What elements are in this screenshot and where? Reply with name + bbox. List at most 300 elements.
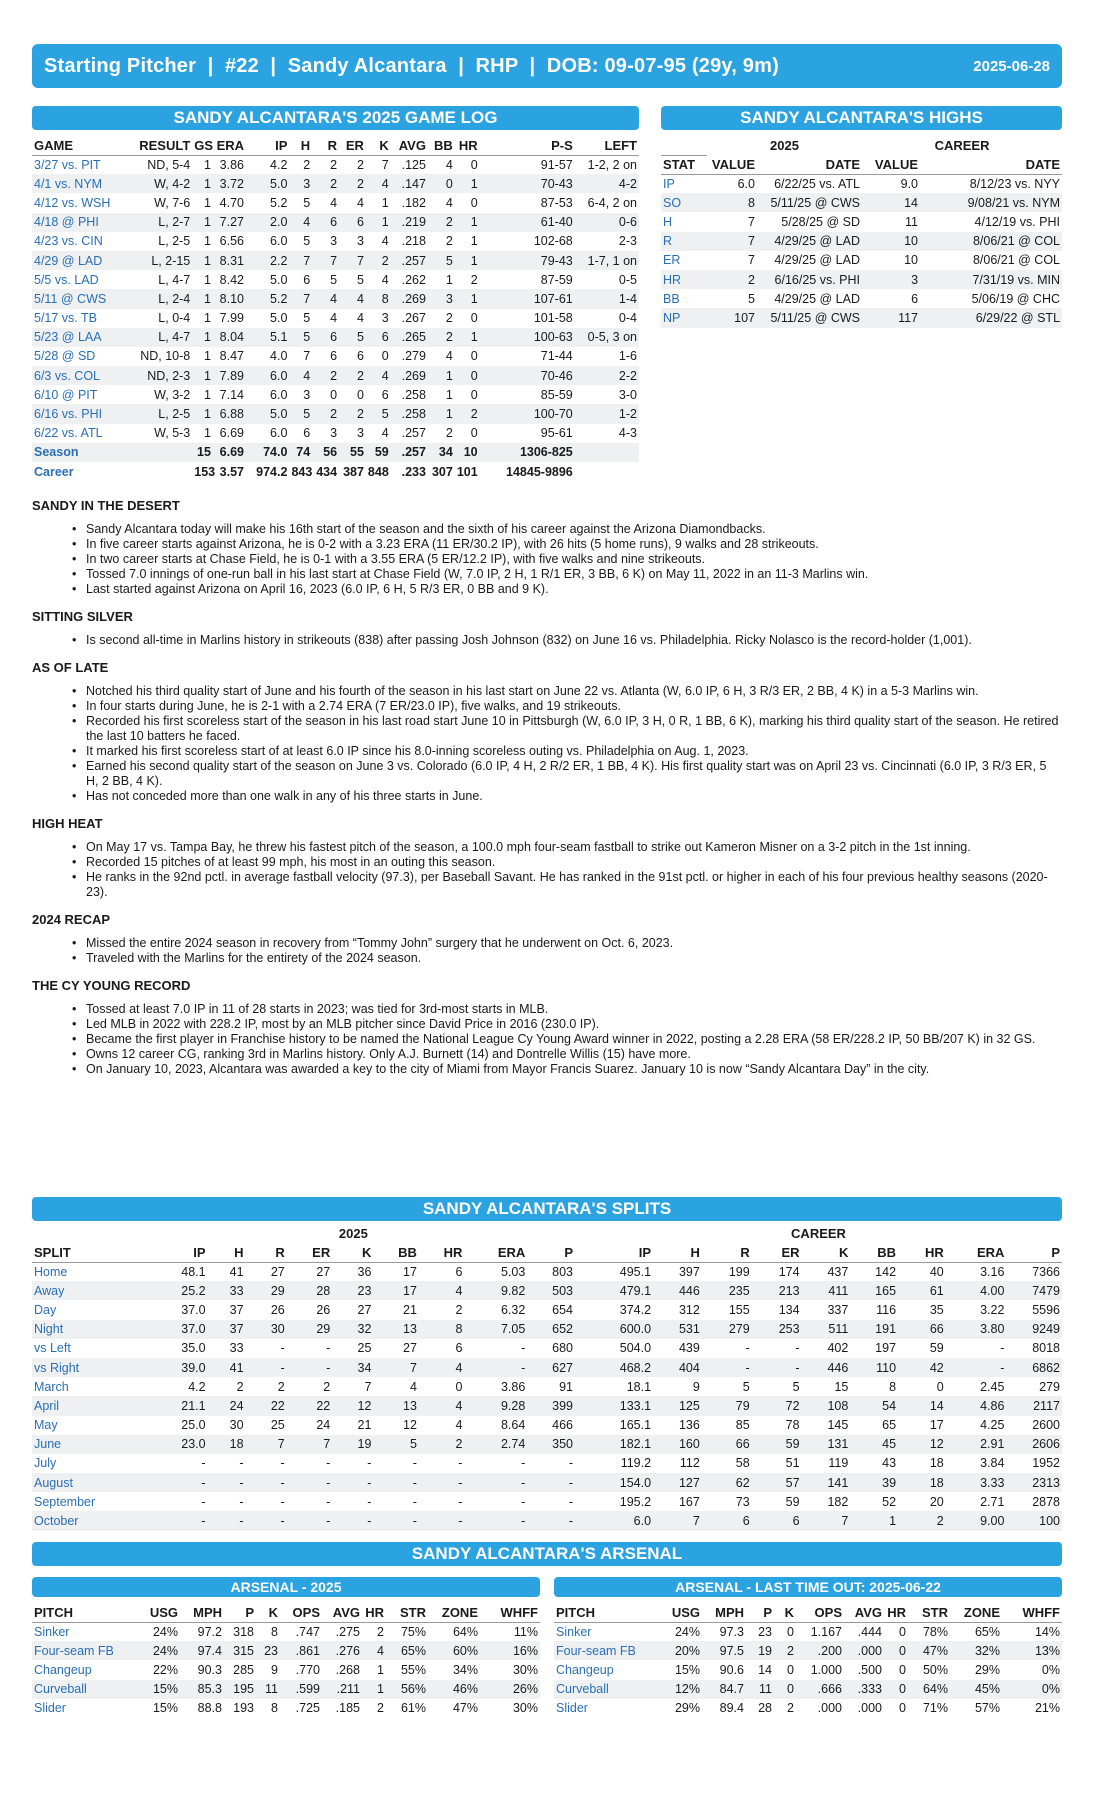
game-log-cell: 6.56 bbox=[213, 232, 246, 251]
arsenal-2025-row bbox=[32, 1622, 540, 1641]
arsenal-2025-column-header: HR bbox=[362, 1603, 386, 1622]
splits-cell: 131 bbox=[802, 1435, 851, 1454]
highs-column-header: STAT bbox=[661, 155, 707, 174]
highs-row bbox=[661, 289, 1062, 308]
game-log-cell: 6-4, 2 on bbox=[575, 193, 639, 212]
arsenal-last-cell: 0 bbox=[884, 1641, 908, 1660]
arsenal-2025-cell: Sinker bbox=[32, 1622, 144, 1641]
highs-cell: 4/12/19 vs. PHI bbox=[920, 212, 1062, 231]
splits-cell: - bbox=[419, 1473, 465, 1492]
arsenal-last-cell: 97.5 bbox=[702, 1641, 746, 1660]
arsenal-last-cell: .000 bbox=[844, 1641, 884, 1660]
game-log-cell: 61-40 bbox=[480, 213, 575, 232]
splits-cell: 18 bbox=[898, 1473, 946, 1492]
game-log-column-header: RESULT bbox=[119, 136, 192, 155]
highs-cell: 6/16/25 vs. PHI bbox=[757, 270, 862, 289]
game-log-row bbox=[32, 366, 639, 385]
splits-cell: 195.2 bbox=[575, 1492, 653, 1511]
game-log-cell: 8.42 bbox=[213, 270, 246, 289]
game-log-cell: 100-70 bbox=[480, 404, 575, 423]
highs-cell: 8/12/23 vs. NYY bbox=[920, 174, 1062, 193]
notes-item: • Owns 12 career CG, ranking 3rd in Marlins history. Only A.J. Burnett (14) and Dontrelle Willis (15) have more. bbox=[86, 1047, 1062, 1062]
splits-cell: 5 bbox=[752, 1377, 802, 1396]
splits-cell: 627 bbox=[527, 1358, 575, 1377]
arsenal-2025-row bbox=[32, 1641, 540, 1660]
arsenal-2025-cell: .185 bbox=[322, 1699, 362, 1718]
splits-cell: 402 bbox=[802, 1339, 851, 1358]
game-log-cell: 3.72 bbox=[213, 174, 246, 193]
splits-cell: 504.0 bbox=[575, 1339, 653, 1358]
game-log-cell: 1 bbox=[192, 347, 213, 366]
arsenal-2025-cell: 47% bbox=[428, 1699, 480, 1718]
arsenal-last-column-header: WHFF bbox=[1002, 1603, 1062, 1622]
arsenal-2025-table bbox=[32, 1603, 540, 1718]
game-log-cell: .218 bbox=[391, 232, 428, 251]
game-log-cell: 0 bbox=[455, 309, 480, 328]
game-log-cell: 100-63 bbox=[480, 328, 575, 347]
game-log-row bbox=[32, 404, 639, 423]
arsenal-last-cell: 1.167 bbox=[796, 1622, 844, 1641]
arsenal-2025-cell: 46% bbox=[428, 1680, 480, 1699]
game-log-cell: 4/1 vs. NYM bbox=[32, 174, 119, 193]
splits-cell: - bbox=[464, 1339, 527, 1358]
splits-cell: 78 bbox=[752, 1416, 802, 1435]
highs-cell: 5/06/19 @ CHC bbox=[920, 289, 1062, 308]
splits-cell: 30 bbox=[246, 1320, 287, 1339]
splits-cell: 6 bbox=[419, 1339, 465, 1358]
arsenal-2025-cell: 60% bbox=[428, 1641, 480, 1660]
splits-cell: - bbox=[246, 1358, 287, 1377]
highs-cell: 7 bbox=[707, 232, 757, 251]
game-log-cell: 5 bbox=[339, 270, 366, 289]
arsenal-last-cell: 12% bbox=[666, 1680, 702, 1699]
game-log-cell: 4-2 bbox=[575, 174, 639, 193]
notes-item: • Became the first player in Franchise history to be named the National League Cy Young Award winner in 2022, posting a 2.28 ERA (58 ER/228.2 IP, 50 BB/207 K) in 32 GS. bbox=[86, 1032, 1062, 1047]
splits-cell: 127 bbox=[653, 1473, 702, 1492]
splits-cell: 312 bbox=[653, 1300, 702, 1319]
arsenal-2025-column-header: OPS bbox=[280, 1603, 322, 1622]
arsenal-2025-row bbox=[32, 1699, 540, 1718]
splits-cell: 5596 bbox=[1006, 1300, 1062, 1319]
game-log-cell: 6 bbox=[339, 213, 366, 232]
game-log-row bbox=[32, 155, 639, 174]
splits-column-header: BB bbox=[850, 1243, 898, 1262]
splits-cell: 479.1 bbox=[575, 1281, 653, 1300]
game-log-cell: .258 bbox=[391, 404, 428, 423]
splits-cell: August bbox=[32, 1473, 132, 1492]
highs-cell: 9.0 bbox=[862, 174, 920, 193]
splits-cell: - bbox=[752, 1358, 802, 1377]
game-log-column-header: GAME bbox=[32, 136, 119, 155]
splits-column-header: H bbox=[208, 1243, 246, 1262]
splits-cell: - bbox=[464, 1454, 527, 1473]
splits-cell: 32 bbox=[332, 1320, 373, 1339]
splits-cell: 25 bbox=[332, 1339, 373, 1358]
splits-row bbox=[32, 1435, 1062, 1454]
splits-cell: 4 bbox=[419, 1416, 465, 1435]
arsenal-last-cell: 57% bbox=[950, 1699, 1002, 1718]
highs-cell: ER bbox=[661, 251, 707, 270]
game-log-cell: .257 bbox=[391, 251, 428, 270]
arsenal-2025-cell: .268 bbox=[322, 1660, 362, 1679]
arsenal-last-cell: Curveball bbox=[554, 1680, 666, 1699]
splits-cell: 7 bbox=[332, 1377, 373, 1396]
splits-cell: 511 bbox=[802, 1320, 851, 1339]
splits-cell: 33 bbox=[208, 1339, 246, 1358]
game-log-column-header: LEFT bbox=[575, 136, 639, 155]
arsenal-last-column-header: STR bbox=[908, 1603, 950, 1622]
highs-column-header: VALUE bbox=[707, 155, 757, 174]
arsenal-last-column-header: HR bbox=[884, 1603, 908, 1622]
splits-cell: 7 bbox=[287, 1435, 333, 1454]
game-log-cell: 1 bbox=[366, 193, 391, 212]
splits-cell: 7 bbox=[246, 1435, 287, 1454]
highs-cell: 2 bbox=[707, 270, 757, 289]
game-log-cell: 2 bbox=[428, 232, 455, 251]
game-log-cell: 1 bbox=[192, 270, 213, 289]
notes-item: • In two career starts at Chase Field, he is 0-1 with a 3.55 ERA (5 ER/12.2 IP), with five walks and nine strikeouts. bbox=[86, 552, 1062, 567]
arsenal-2025-column-header: ZONE bbox=[428, 1603, 480, 1622]
arsenal-2025-cell: 30% bbox=[480, 1699, 540, 1718]
splits-cell: - bbox=[702, 1358, 752, 1377]
splits-cell: - bbox=[464, 1473, 527, 1492]
game-log-cell: 3 bbox=[366, 309, 391, 328]
highs-cell: 10 bbox=[862, 251, 920, 270]
arsenal-last-cell: 14 bbox=[746, 1660, 774, 1679]
arsenal-2025-cell: 65% bbox=[386, 1641, 428, 1660]
game-log-cell: 0 bbox=[455, 424, 480, 443]
game-log-cell: 6.88 bbox=[213, 404, 246, 423]
arsenal-2025-cell: Slider bbox=[32, 1699, 144, 1718]
splits-row bbox=[32, 1300, 1062, 1319]
game-log-total-cell: Season bbox=[32, 443, 119, 462]
splits-cell: 6 bbox=[702, 1511, 752, 1530]
game-log-cell: 6 bbox=[366, 328, 391, 347]
splits-cell: - bbox=[419, 1492, 465, 1511]
splits-cell: 65 bbox=[850, 1416, 898, 1435]
splits-cell: 21 bbox=[373, 1300, 419, 1319]
arsenal-last-cell: .500 bbox=[844, 1660, 884, 1679]
game-log-cell: 87-59 bbox=[480, 270, 575, 289]
game-log-cell: 102-68 bbox=[480, 232, 575, 251]
game-log-cell: 1 bbox=[366, 213, 391, 232]
game-log-cell: 2 bbox=[339, 366, 366, 385]
game-log-cell: 6 bbox=[312, 347, 339, 366]
arsenal-2025-column-header: P bbox=[224, 1603, 256, 1622]
arsenal-2025-column-header: K bbox=[256, 1603, 280, 1622]
game-log-total-cell bbox=[575, 443, 639, 462]
splits-cell: 2878 bbox=[1006, 1492, 1062, 1511]
game-log-cell: .125 bbox=[391, 155, 428, 174]
game-log-cell: 1 bbox=[455, 251, 480, 270]
splits-cell: 39 bbox=[850, 1473, 898, 1492]
game-log-cell: 5.0 bbox=[246, 404, 289, 423]
splits-cell: 7479 bbox=[1006, 1281, 1062, 1300]
splits-cell: - bbox=[287, 1358, 333, 1377]
arsenal-last-cell: 90.6 bbox=[702, 1660, 746, 1679]
arsenal-last-column-header: USG bbox=[666, 1603, 702, 1622]
game-log-cell: .257 bbox=[391, 424, 428, 443]
game-log-cell: 8.47 bbox=[213, 347, 246, 366]
game-log-cell: ND, 2-3 bbox=[119, 366, 192, 385]
game-log-cell: 2 bbox=[339, 174, 366, 193]
splits-cell: 8.64 bbox=[464, 1416, 527, 1435]
splits-cell: March bbox=[32, 1377, 132, 1396]
game-log-cell: 0 bbox=[428, 174, 455, 193]
highs-cell: 11 bbox=[862, 212, 920, 231]
splits-cell: 145 bbox=[802, 1416, 851, 1435]
highs-column-header: DATE bbox=[757, 155, 862, 174]
game-log-cell: 85-59 bbox=[480, 385, 575, 404]
game-log-total-cell: 974.2 bbox=[246, 462, 289, 481]
game-log-cell: 6/10 @ PIT bbox=[32, 385, 119, 404]
splits-cell: 21 bbox=[332, 1416, 373, 1435]
splits-cell: 66 bbox=[702, 1435, 752, 1454]
notes-heading: 2024 RECAP bbox=[32, 912, 111, 927]
arsenal-2025-cell: 195 bbox=[224, 1680, 256, 1699]
game-log-cell: 4.0 bbox=[246, 347, 289, 366]
splits-cell: - bbox=[208, 1511, 246, 1530]
header-date: 2025-06-28 bbox=[973, 57, 1050, 75]
game-log-cell: 1-7, 1 on bbox=[575, 251, 639, 270]
splits-cell: - bbox=[373, 1511, 419, 1530]
splits-cell: June bbox=[32, 1435, 132, 1454]
arsenal-last-row bbox=[554, 1641, 1062, 1660]
game-log-cell: 5/17 vs. TB bbox=[32, 309, 119, 328]
splits-column-header: P bbox=[1006, 1243, 1062, 1262]
highs-cell: 5/28/25 @ SD bbox=[757, 212, 862, 231]
game-log-cell: 0-5, 3 on bbox=[575, 328, 639, 347]
game-log-cell: 5 bbox=[312, 270, 339, 289]
arsenal-last-cell: 97.3 bbox=[702, 1622, 746, 1641]
game-log-cell: 6 bbox=[366, 385, 391, 404]
splits-cell: - bbox=[464, 1358, 527, 1377]
arsenal-last-cell: 29% bbox=[950, 1660, 1002, 1679]
highs-group-career: CAREER bbox=[934, 138, 990, 153]
notes-item: • It marked his first scoreless start of at least 6.0 IP since his 8.0-inning scoreless outing vs. Philadelphia on Aug. 1, 2023. bbox=[86, 744, 1062, 759]
splits-cell: - bbox=[208, 1492, 246, 1511]
splits-cell: 133.1 bbox=[575, 1396, 653, 1415]
splits-cell: 3.16 bbox=[946, 1262, 1007, 1281]
splits-cell: 39.0 bbox=[132, 1358, 208, 1377]
game-log-cell: 4 bbox=[366, 270, 391, 289]
splits-cell: 33 bbox=[208, 1281, 246, 1300]
game-log-cell: 5 bbox=[428, 251, 455, 270]
splits-column-header: IP bbox=[575, 1243, 653, 1262]
splits-cell: 12 bbox=[332, 1396, 373, 1415]
game-log-cell: 6.0 bbox=[246, 424, 289, 443]
game-log-cell: 1 bbox=[455, 232, 480, 251]
splits-cell: 654 bbox=[527, 1300, 575, 1319]
splits-cell: 213 bbox=[752, 1281, 802, 1300]
splits-cell: 337 bbox=[802, 1300, 851, 1319]
highs-cell: 117 bbox=[862, 308, 920, 327]
splits-cell: - bbox=[332, 1492, 373, 1511]
notes-heading: SANDY IN THE DESERT bbox=[32, 498, 180, 513]
game-log-cell: 0 bbox=[366, 347, 391, 366]
game-log-cell: 1 bbox=[192, 251, 213, 270]
game-log-cell: .258 bbox=[391, 385, 428, 404]
arsenal-2025-cell: Curveball bbox=[32, 1680, 144, 1699]
highs-cell: 6 bbox=[862, 289, 920, 308]
game-log-cell: 5.1 bbox=[246, 328, 289, 347]
splits-cell: 134 bbox=[752, 1300, 802, 1319]
splits-cell: September bbox=[32, 1492, 132, 1511]
arsenal-last-cell: 11 bbox=[746, 1680, 774, 1699]
notes-list bbox=[32, 936, 1062, 966]
game-log-cell: 5 bbox=[289, 328, 312, 347]
splits-cell: 4 bbox=[419, 1358, 465, 1377]
game-log-cell: L, 2-7 bbox=[119, 213, 192, 232]
arsenal-last-column-header: OPS bbox=[796, 1603, 844, 1622]
arsenal-last-cell: Sinker bbox=[554, 1622, 666, 1641]
splits-cell: 350 bbox=[527, 1435, 575, 1454]
arsenal-2025-cell: 8 bbox=[256, 1699, 280, 1718]
arsenal-last-cell: 2 bbox=[774, 1699, 796, 1718]
arsenal-2025-row bbox=[32, 1660, 540, 1679]
game-log-row bbox=[32, 328, 639, 347]
arsenal-2025-column-header: PITCH bbox=[32, 1603, 144, 1622]
splits-cell: 52 bbox=[850, 1492, 898, 1511]
notes-item: • Has not conceded more than one walk in any of his three starts in June. bbox=[86, 789, 1062, 804]
game-log-cell: 2 bbox=[455, 270, 480, 289]
splits-cell: vs Right bbox=[32, 1358, 132, 1377]
splits-cell: 4 bbox=[419, 1396, 465, 1415]
game-log-cell: 1 bbox=[192, 404, 213, 423]
highs-cell: 9/08/21 vs. NYM bbox=[920, 193, 1062, 212]
splits-cell: 411 bbox=[802, 1281, 851, 1300]
highs-cell: R bbox=[661, 232, 707, 251]
notes-item: • On May 17 vs. Tampa Bay, he threw his fastest pitch of the season, a 100.0 mph four-seam fastball to strike out Kameron Misner on a 3-2 pitch in the 1st inning. bbox=[86, 840, 1062, 855]
game-log-cell: 8.10 bbox=[213, 289, 246, 308]
arsenal-2025-cell: .725 bbox=[280, 1699, 322, 1718]
arsenal-2025-cell: 22% bbox=[144, 1660, 180, 1679]
game-log-total-cell: 55 bbox=[339, 443, 366, 462]
game-log-cell: 5 bbox=[289, 193, 312, 212]
game-log-cell: 1-4 bbox=[575, 289, 639, 308]
highs-row bbox=[661, 308, 1062, 327]
arsenal-2025-cell: 24% bbox=[144, 1622, 180, 1641]
splits-cell: 125 bbox=[653, 1396, 702, 1415]
splits-cell: - bbox=[527, 1511, 575, 1530]
arsenal-2025-cell: 90.3 bbox=[180, 1660, 224, 1679]
game-log-cell: 2 bbox=[312, 155, 339, 174]
game-log-cell: 6 bbox=[312, 328, 339, 347]
splits-cell: 4 bbox=[373, 1377, 419, 1396]
game-log-section bbox=[32, 106, 639, 481]
arsenal-last-section bbox=[554, 1577, 1062, 1718]
arsenal-2025-cell: .211 bbox=[322, 1680, 362, 1699]
splits-cell: 0 bbox=[898, 1377, 946, 1396]
splits-cell: 803 bbox=[527, 1262, 575, 1281]
game-log-cell: L, 4-7 bbox=[119, 328, 192, 347]
splits-cell: 165.1 bbox=[575, 1416, 653, 1435]
game-log-row bbox=[32, 289, 639, 308]
arsenal-2025-cell: 285 bbox=[224, 1660, 256, 1679]
splits-cell: - bbox=[208, 1473, 246, 1492]
splits-cell: 18 bbox=[208, 1435, 246, 1454]
game-log-column-header: ER bbox=[339, 136, 366, 155]
splits-cell: 12 bbox=[898, 1435, 946, 1454]
arsenal-last-cell: .666 bbox=[796, 1680, 844, 1699]
game-log-cell: 4 bbox=[366, 366, 391, 385]
splits-cell: 27 bbox=[287, 1262, 333, 1281]
splits-cell: April bbox=[32, 1396, 132, 1415]
splits-cell: 1952 bbox=[1006, 1454, 1062, 1473]
splits-row bbox=[32, 1377, 1062, 1396]
highs-row bbox=[661, 251, 1062, 270]
splits-cell: 24 bbox=[208, 1396, 246, 1415]
arsenal-last-cell: 2 bbox=[774, 1641, 796, 1660]
highs-cell: 4/29/25 @ LAD bbox=[757, 289, 862, 308]
game-log-cell: 1 bbox=[192, 366, 213, 385]
game-log-cell: 6.0 bbox=[246, 366, 289, 385]
game-log-cell: 7.14 bbox=[213, 385, 246, 404]
game-log-cell: .267 bbox=[391, 309, 428, 328]
splits-cell: 8 bbox=[850, 1377, 898, 1396]
splits-cell: 5.03 bbox=[464, 1262, 527, 1281]
game-log-cell: 91-57 bbox=[480, 155, 575, 174]
game-log-row bbox=[32, 424, 639, 443]
game-log-cell: 4 bbox=[428, 193, 455, 212]
game-log-cell: .219 bbox=[391, 213, 428, 232]
game-log-cell: W, 3-2 bbox=[119, 385, 192, 404]
game-log-total-cell: 34 bbox=[428, 443, 455, 462]
splits-row bbox=[32, 1473, 1062, 1492]
game-log-total-cell: 101 bbox=[455, 462, 480, 481]
game-log-cell: 4 bbox=[289, 366, 312, 385]
game-log-cell: 2 bbox=[428, 309, 455, 328]
game-log-cell: 5 bbox=[289, 309, 312, 328]
arsenal-last-cell: 0% bbox=[1002, 1660, 1062, 1679]
splits-cell: 2 bbox=[419, 1300, 465, 1319]
game-log-cell: 5.2 bbox=[246, 193, 289, 212]
game-log-cell: 2 bbox=[428, 328, 455, 347]
splits-cell: - bbox=[246, 1339, 287, 1358]
game-log-total-cell: 3.57 bbox=[213, 462, 246, 481]
arsenal-2025-cell: 16% bbox=[480, 1641, 540, 1660]
splits-column-header: HR bbox=[898, 1243, 946, 1262]
splits-cell: 48.1 bbox=[132, 1262, 208, 1281]
game-log-cell: 1 bbox=[455, 289, 480, 308]
game-log-cell: ND, 10-8 bbox=[119, 347, 192, 366]
splits-cell: 466 bbox=[527, 1416, 575, 1435]
game-log-cell: 2 bbox=[455, 404, 480, 423]
game-log-cell: 2 bbox=[339, 155, 366, 174]
game-log-cell: 5 bbox=[289, 404, 312, 423]
splits-column-header: SPLIT bbox=[32, 1243, 132, 1262]
splits-cell: 72 bbox=[752, 1396, 802, 1415]
arsenal-2025-cell: 11% bbox=[480, 1622, 540, 1641]
game-log-cell: 4 bbox=[366, 424, 391, 443]
notes-heading: THE CY YOUNG RECORD bbox=[32, 978, 191, 993]
splits-section bbox=[32, 1197, 1062, 1531]
splits-cell: 1 bbox=[850, 1511, 898, 1530]
splits-cell: 110 bbox=[850, 1358, 898, 1377]
splits-cell: 600.0 bbox=[575, 1320, 653, 1339]
arsenal-2025-cell: 1 bbox=[362, 1680, 386, 1699]
splits-cell: 446 bbox=[802, 1358, 851, 1377]
game-log-cell: 3 bbox=[289, 385, 312, 404]
game-log-cell: 4 bbox=[289, 213, 312, 232]
splits-title: SANDY ALCANTARA'S SPLITS bbox=[32, 1197, 1062, 1221]
game-log-cell: 2-2 bbox=[575, 366, 639, 385]
game-log-cell: 6 bbox=[289, 424, 312, 443]
splits-cell: 652 bbox=[527, 1320, 575, 1339]
arsenal-last-row bbox=[554, 1660, 1062, 1679]
game-log-cell: 2 bbox=[312, 366, 339, 385]
notes-item: • Traveled with the Marlins for the entirety of the 2024 season. bbox=[86, 951, 1062, 966]
